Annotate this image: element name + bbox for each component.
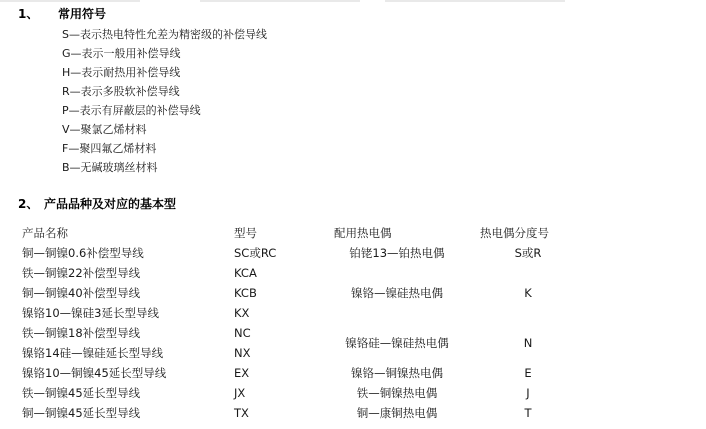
cell-model: SC或RC [234, 246, 277, 260]
cell-product-name: 铁—铜镍45延长型导线 [22, 386, 141, 400]
cell-product-name: 镍铬10—铜镍45延长型导线 [22, 366, 167, 380]
graduation-label: E [524, 366, 532, 380]
graduation-label: N [523, 336, 533, 350]
symbol-list [62, 25, 267, 177]
thermocouple-label: 镍铬—铜镍热电偶 [351, 366, 443, 380]
header-graduation: 热电偶分度号 [480, 226, 549, 240]
graduation-label: K [524, 286, 532, 300]
cell-model: JX [234, 386, 246, 400]
cell-model: KCA [234, 266, 257, 280]
cell-product-name: 铁—铜镍22补偿型导线 [22, 266, 141, 280]
cell-model: NC [234, 326, 251, 340]
symbol-item: R—表示多股软补偿导线 [62, 85, 180, 98]
symbol-item: H—表示耐热用补偿导线 [62, 66, 181, 79]
graduation-label: J [526, 386, 530, 400]
cell-product-name: 镍铬10—镍硅3延长型导线 [22, 306, 159, 320]
cell-product-name: 镍铬14硅—镍硅延长型导线 [22, 346, 164, 360]
cell-thermocouple [318, 403, 476, 423]
cell-model: EX [234, 366, 250, 380]
header-thermocouple: 配用热电偶 [334, 226, 392, 240]
cell-graduation [480, 403, 576, 423]
symbol-item: B—无碱玻璃丝材料 [62, 161, 158, 174]
thermocouple-label: 镍铬硅—镍硅热电偶 [345, 336, 449, 350]
cell-thermocouple [318, 263, 476, 323]
cell-model: KX [234, 306, 250, 320]
cell-thermocouple [318, 323, 476, 363]
symbol-item: F—聚四氟乙烯材料 [62, 142, 157, 155]
cell-thermocouple [318, 383, 476, 403]
symbol-item: V—聚氯乙烯材料 [62, 123, 147, 136]
header-model: 型号 [234, 226, 257, 240]
symbol-item: G—表示一般用补偿导线 [62, 47, 181, 60]
cell-thermocouple [318, 363, 476, 383]
graduation-label: S或R [514, 246, 542, 260]
cell-graduation [480, 243, 576, 263]
cell-graduation [480, 263, 576, 323]
cell-graduation [480, 323, 576, 363]
section-2-title: 产品品种及对应的基本型 [44, 197, 177, 211]
symbol-item: P—表示有屏蔽层的补偿导线 [62, 104, 201, 117]
cell-graduation [480, 383, 576, 403]
cell-product-name: 铜—铜镍45延长型导线 [22, 406, 141, 420]
top-divider [0, 0, 706, 3]
thermocouple-label: 铜—康铜热电偶 [356, 406, 438, 420]
section-1-heading [18, 5, 218, 21]
section-1-title: 常用符号 [58, 7, 107, 21]
cell-graduation [480, 363, 576, 383]
section-2-number: 2、 [18, 197, 39, 211]
cell-model: KCB [234, 286, 257, 300]
thermocouple-label: 镍铬—镍硅热电偶 [351, 286, 443, 300]
header-product-name: 产品名称 [22, 226, 68, 240]
graduation-label: T [524, 406, 532, 420]
section-2-heading [18, 195, 278, 211]
cell-thermocouple [318, 243, 476, 263]
thermocouple-label: 铂铑13—铂热电偶 [349, 246, 445, 260]
cell-product-name: 铜—铜镍0.6补偿型导线 [22, 246, 144, 260]
section-1-number: 1、 [18, 7, 39, 21]
symbol-item: S—表示热电特性允差为精密级的补偿导线 [62, 28, 267, 41]
cell-model: NX [234, 346, 251, 360]
cell-model: TX [234, 406, 249, 420]
thermocouple-label: 铁—铜镍热电偶 [356, 386, 438, 400]
cell-product-name: 铁—铜镍18补偿型导线 [22, 326, 141, 340]
cell-product-name: 铜—铜镍40补偿型导线 [22, 286, 141, 300]
